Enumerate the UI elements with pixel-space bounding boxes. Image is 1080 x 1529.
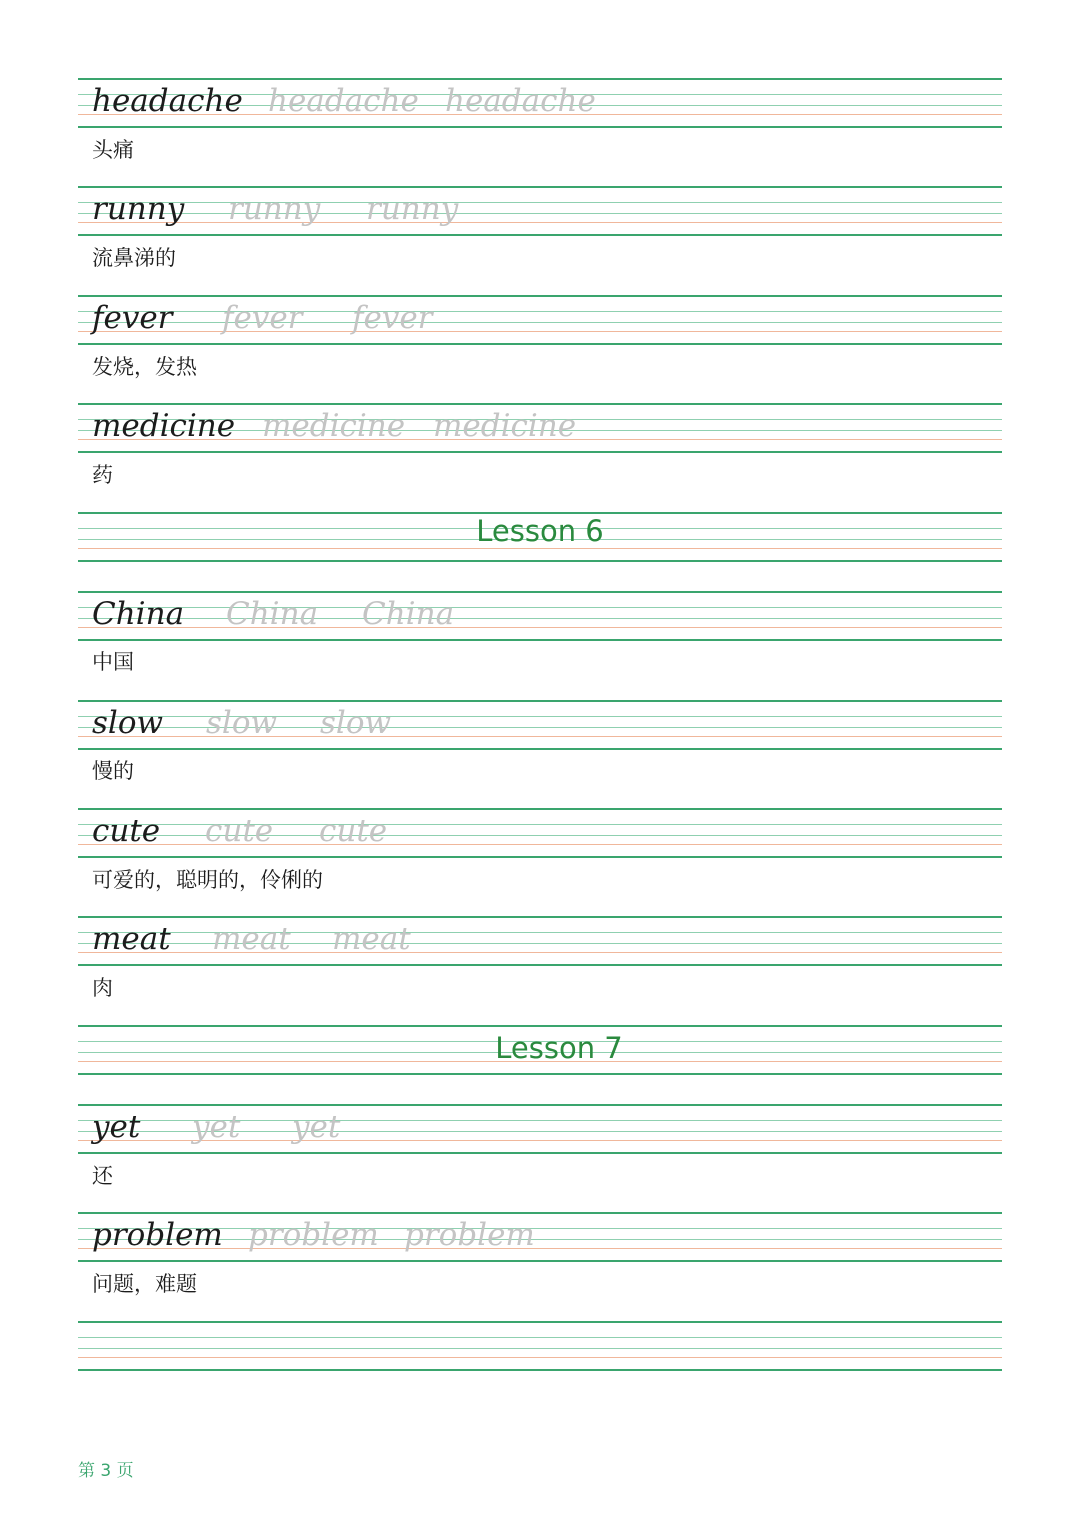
vocab-meaning: 流鼻涕的 bbox=[92, 246, 176, 270]
trace-word: China bbox=[362, 596, 455, 632]
trace-word: problem bbox=[404, 1217, 535, 1253]
vocab-meaning: 头痛 bbox=[92, 138, 134, 162]
trace-word: problem bbox=[248, 1217, 379, 1253]
trace-word: slow bbox=[320, 705, 392, 741]
trace-word: headache bbox=[268, 83, 419, 119]
vocab-word: cute bbox=[92, 813, 161, 849]
vocab-word: fever bbox=[92, 300, 173, 336]
trace-word: yet bbox=[192, 1109, 241, 1145]
writing-grid bbox=[78, 295, 1002, 345]
vocab-meaning: 问题，难题 bbox=[92, 1272, 197, 1296]
vocab-word: medicine bbox=[92, 408, 236, 444]
vocab-word: runny bbox=[92, 191, 185, 227]
trace-word: meat bbox=[212, 921, 291, 957]
trace-word: fever bbox=[222, 300, 303, 336]
trace-word: cute bbox=[205, 813, 274, 849]
trace-word: headache bbox=[445, 83, 596, 119]
trace-word: medicine bbox=[262, 408, 406, 444]
page-number: 第 3 页 bbox=[78, 1461, 134, 1481]
trace-word: fever bbox=[352, 300, 433, 336]
vocab-word: slow bbox=[92, 705, 164, 741]
vocab-word: meat bbox=[92, 921, 171, 957]
vocab-meaning: 中国 bbox=[92, 650, 134, 674]
vocab-meaning: 还 bbox=[92, 1164, 113, 1188]
vocab-meaning: 肉 bbox=[92, 976, 113, 1000]
trace-word: meat bbox=[332, 921, 411, 957]
trace-word: yet bbox=[292, 1109, 341, 1145]
writing-grid bbox=[78, 591, 1002, 641]
empty-writing-grid bbox=[78, 1321, 1002, 1371]
trace-word: cute bbox=[319, 813, 388, 849]
vocab-meaning: 发烧，发热 bbox=[92, 355, 197, 379]
vocab-meaning: 可爱的，聪明的，伶俐的 bbox=[92, 868, 323, 892]
vocab-word: problem bbox=[92, 1217, 223, 1253]
trace-word: runny bbox=[228, 191, 321, 227]
trace-word: slow bbox=[206, 705, 278, 741]
trace-word: medicine bbox=[433, 408, 577, 444]
vocab-meaning: 药 bbox=[92, 463, 113, 487]
vocab-word: yet bbox=[92, 1109, 141, 1145]
trace-word: runny bbox=[366, 191, 459, 227]
vocab-word: headache bbox=[92, 83, 243, 119]
vocab-meaning: 慢的 bbox=[92, 759, 134, 783]
lesson-heading: Lesson 6 bbox=[476, 514, 604, 548]
vocab-word: China bbox=[92, 596, 185, 632]
trace-word: China bbox=[226, 596, 319, 632]
writing-grid bbox=[78, 186, 1002, 236]
lesson-heading: Lesson 7 bbox=[495, 1031, 623, 1065]
